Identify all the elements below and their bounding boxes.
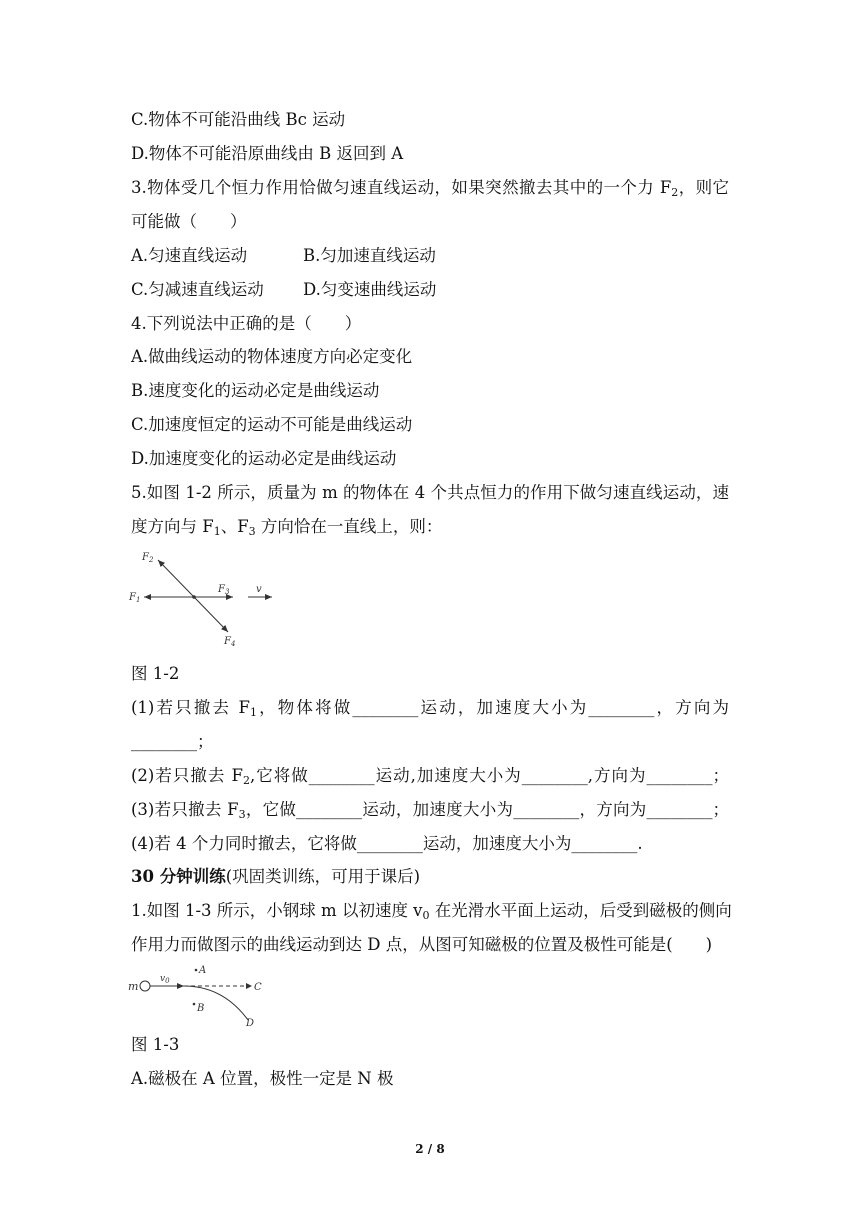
label-f4: $F_4$ <box>224 636 236 648</box>
q3-option-d: D.匀变速曲线运动 <box>303 280 437 299</box>
part-2: (2)若只撤去 $F_2$,它将做________运动,加速度大小为________,方向为________； <box>131 766 729 787</box>
page-number: 2 / 8 <box>415 1142 445 1156</box>
q4-option-a: A.做曲线运动的物体速度方向必定变化 <box>131 347 413 366</box>
figure-1-2-force-diagram <box>128 548 288 650</box>
q3-option-a: A.匀速直线运动 <box>131 246 248 265</box>
label-d: D <box>246 1018 255 1028</box>
steel-ball <box>140 981 150 991</box>
f4-arrow <box>194 597 228 632</box>
s1-stem-cont: 作用力而做图示的曲线运动到达 D 点，从图可知磁极的位置及极性可能是( ) <box>131 935 713 954</box>
label-b: B <box>197 1003 205 1014</box>
question-3-stem: 3.物体受几个恒力作用恰做匀速直线运动，如果突然撤去其中的一个力 $F_2$，则它 <box>131 178 730 199</box>
q3-option-c: C.匀减速直线运动 <box>131 280 264 299</box>
part-1: (1)若只撤去 $F_1$，物体将做________运动，加速度大小为________，方向为 <box>131 698 730 719</box>
label-f3: $F_3$ <box>218 584 230 596</box>
part-1-cont: ________； <box>131 732 214 751</box>
option-c-q2: C.物体不可能沿曲线 Bc 运动 <box>131 110 346 129</box>
label-m: m <box>128 980 139 993</box>
question-5-stem-cont: 度方向与 $F_1$、$F_3$ 方向恰在一直线上，则： <box>131 517 443 538</box>
label-a: A <box>199 965 207 976</box>
option-d-q2: D.物体不可能沿原曲线由 B 返回到 A <box>131 144 404 163</box>
part-4: (4)若 4 个力同时撤去，它将做________运动，加速度大小为________. <box>131 834 643 853</box>
object-point <box>192 595 196 599</box>
question-4-stem: 4.下列说法中正确的是（ ） <box>131 314 362 333</box>
label-v0: $v_0$ <box>160 974 170 985</box>
figure-1-3-caption: 图 1-3 <box>131 1035 180 1054</box>
s1-stem: 1.如图 1-3 所示，小钢球 m 以初速度 $v_0$ 在光滑水平面上运动，后受到磁极的侧向 <box>131 901 732 922</box>
part-3: (3)若只撤去 $F_3$，它做________运动，加速度大小为________，方向为________； <box>131 800 729 821</box>
figure-1-3-magnet-diagram <box>128 960 278 1028</box>
label-f1: $F_1$ <box>129 592 141 604</box>
s1-option-a: A.磁极在 A 位置，极性一定是 N 极 <box>131 1069 394 1088</box>
q4-option-b: B.速度变化的运动必定是曲线运动 <box>131 381 380 400</box>
question-3-stem-cont: 可能做（ ） <box>131 212 247 231</box>
label-c: C <box>254 982 262 993</box>
q4-option-c: C.加速度恒定的运动不可能是曲线运动 <box>131 415 413 434</box>
label-v: v <box>256 584 262 595</box>
f2-arrow <box>158 560 194 597</box>
label-f2: $F_2$ <box>142 552 154 564</box>
point-b <box>193 1003 196 1006</box>
section-heading: 30 分钟训练(巩固类训练，可用于课后) <box>131 867 421 886</box>
q4-option-d: D.加速度变化的运动必定是曲线运动 <box>131 449 397 468</box>
q3-option-b: B.匀加速直线运动 <box>303 246 436 265</box>
question-5-stem: 5.如图 1-2 所示，质量为 m 的物体在 4 个共点恒力的作用下做匀速直线运动，速 <box>131 483 729 502</box>
figure-1-2-caption: 图 1-2 <box>131 664 180 683</box>
straight-path-arrowhead <box>246 983 252 989</box>
point-a <box>195 969 198 972</box>
